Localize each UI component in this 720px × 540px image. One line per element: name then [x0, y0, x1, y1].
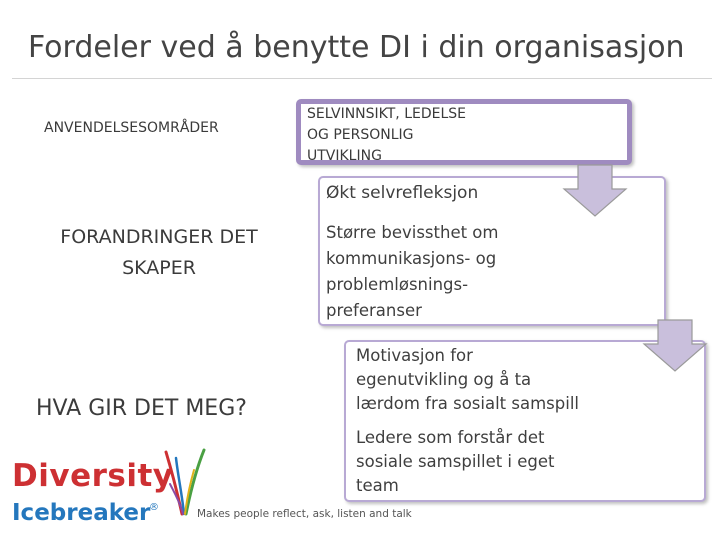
label-forandringer [44, 222, 274, 284]
down-arrow-icon [560, 163, 630, 219]
box2-line3: problemløsnings- [326, 275, 469, 294]
label-hva-gir-det-meg: HVA GIR DET MEG? [36, 396, 247, 421]
box3-text-ledere [356, 426, 555, 498]
page-title: Fordeler ved å benytte DI i din organisasjon [28, 30, 685, 65]
box3-line6: team [356, 476, 399, 495]
box2-line2: kommunikasjons- og [326, 249, 497, 268]
box1-line3: UTVIKLING [307, 148, 382, 164]
box3-line2: egenutvikling og å ta [356, 370, 532, 389]
box2-line1: Større bevissthet om [326, 223, 499, 242]
label-anvendelsesomrader: ANVENDELSESOMRÅDER [44, 120, 219, 136]
box1-line2: OG PERSONLIG [307, 127, 414, 143]
label-forandringer-line1: FORANDRINGER DET [60, 226, 258, 248]
box1-line1: SELVINNSIKT, LEDELSE [307, 106, 467, 122]
down-arrow-icon [640, 318, 710, 374]
box3-line4: Ledere som forstår det [356, 428, 545, 447]
logo-word-diversity: Diversity [12, 458, 174, 494]
box3-line5: sosiale samspillet i eget [356, 452, 555, 471]
box3-text-motivasjon [356, 344, 579, 416]
title-divider [12, 78, 712, 79]
box2-line4: preferanser [326, 301, 422, 320]
box3-line1: Motivasjon for [356, 346, 473, 365]
box2-text-bevissthet [326, 220, 498, 324]
logo-registered-mark: ® [149, 502, 159, 513]
label-forandringer-line2: SKAPER [122, 257, 196, 279]
box3-line3: lærdom fra sosialt samspill [356, 394, 579, 413]
box1-text [307, 104, 466, 167]
box2-text-selvrefleksjon: Økt selvrefleksjon [326, 183, 479, 203]
box-selvinnsikt [296, 99, 632, 165]
logo-word-icebreaker: Icebreaker [12, 500, 151, 526]
logo-slogan: Makes people reflect, ask, listen and talk [197, 508, 412, 520]
